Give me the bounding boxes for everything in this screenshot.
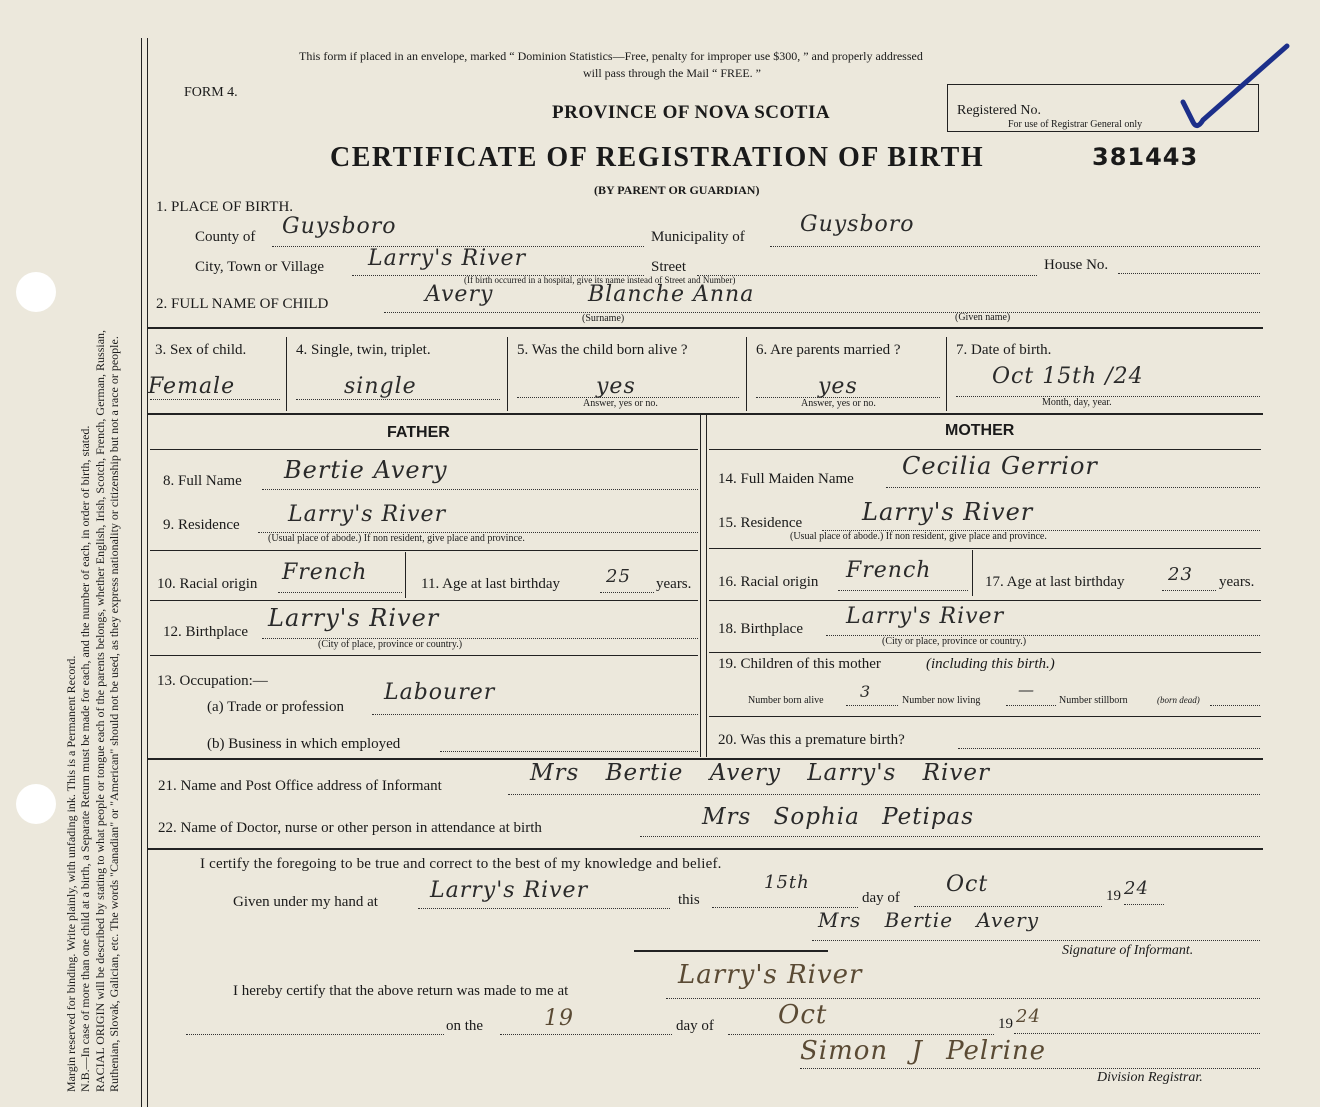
registrar-statement: I hereby certify that the above return was made to me at xyxy=(233,983,569,999)
father-residence-value: Larry's River xyxy=(288,502,447,527)
given-year-prefix: 19 xyxy=(1106,888,1121,904)
mother-heading: MOTHER xyxy=(945,422,1015,439)
registrar-on-label: on the xyxy=(446,1018,484,1034)
registrar-month-value: Oct xyxy=(778,1000,828,1030)
rule-mother-heading xyxy=(709,449,1261,450)
plurality-label: 4. Single, twin, triplet. xyxy=(296,342,431,358)
given-month-value: Oct xyxy=(946,872,989,897)
father-racial-value: French xyxy=(282,560,368,585)
father-name-line xyxy=(262,489,698,490)
father-racial-label: 10. Racial origin xyxy=(157,576,258,592)
rule-mother-children xyxy=(709,716,1261,717)
mother-racial-divider xyxy=(972,550,973,596)
registrar-signature: Simon J Pelrine xyxy=(800,1036,1047,1066)
surname-caption: (Surname) xyxy=(582,313,625,324)
registrar-place-line xyxy=(666,998,1260,999)
mother-racial-label: 16. Racial origin xyxy=(718,574,819,590)
margin-note-binding: Margin reserved for binding. Write plainly, with unfading ink. This is a Permanent Record. xyxy=(64,655,78,1092)
doctor-line xyxy=(640,836,1260,837)
business-label: (b) Business in which employed xyxy=(207,736,401,752)
mother-name-line xyxy=(886,487,1260,488)
certificate-title: CERTIFICATE OF REGISTRATION OF BIRTH xyxy=(330,142,985,173)
date-of-birth-label: 7. Date of birth. xyxy=(956,342,1052,358)
born-alive-count-line xyxy=(846,705,898,706)
rule-father-birthplace xyxy=(150,655,698,656)
born-alive-caption: Answer, yes or no. xyxy=(583,398,658,409)
registrar-place-value: Larry's River xyxy=(678,960,863,990)
mother-name-value: Cecilia Gerrior xyxy=(902,452,1098,480)
mother-birthplace-caption: (City or place, province or country.) xyxy=(882,636,1027,647)
father-birthplace-value: Larry's River xyxy=(268,604,440,632)
margin-note-racial-origin: RACIAL ORIGIN will be described by stating to what people or tongue each of the parents belongs, whether English, Irish, Scotch, French, German, Russian, xyxy=(92,329,107,1092)
mother-racial-value: French xyxy=(846,558,932,583)
trade-line xyxy=(372,714,698,715)
parents-divider-a xyxy=(700,415,701,757)
rule-father-heading xyxy=(150,449,698,450)
binder-hole-bottom xyxy=(16,784,56,824)
given-day-value: 15th xyxy=(764,872,810,893)
parents-divider-b xyxy=(706,415,707,757)
envelope-note-1: This form if placed in an envelope, marked “ Dominion Statistics—Free, penalty for improper use $300, ” and properly addressed xyxy=(299,49,923,63)
informant-signature-line xyxy=(812,940,1260,941)
date-of-birth-value: Oct 15th /24 xyxy=(992,364,1144,389)
sex-line xyxy=(150,399,280,400)
street-label: Street xyxy=(651,259,686,275)
informant-value: Mrs Bertie Avery Larry's River xyxy=(530,760,990,786)
registrar-leading-line xyxy=(186,1034,444,1035)
doctor-label: 22. Name of Doctor, nurse or other person in attendance at birth xyxy=(158,820,542,836)
mother-residence-label: 15. Residence xyxy=(718,515,803,531)
father-name-label: 8. Full Name xyxy=(163,473,242,489)
binder-hole-top xyxy=(16,272,56,312)
mother-age-label: 17. Age at last birthday xyxy=(985,574,1125,590)
father-age-value: 25 xyxy=(606,566,631,587)
born-alive-count: 3 xyxy=(860,682,872,701)
registered-label: Registered No. xyxy=(957,103,1041,118)
form-number: FORM 4. xyxy=(184,85,238,100)
mother-years-label: years. xyxy=(1219,574,1255,590)
place-of-birth-heading: 1. PLACE OF BIRTH. xyxy=(156,199,294,215)
rule-2 xyxy=(147,413,1263,415)
given-under-hand-label: Given under my hand at xyxy=(233,894,378,910)
now-living-label: Number now living xyxy=(902,695,981,706)
registrar-year-prefix: 19 xyxy=(998,1016,1013,1032)
mother-age-value: 23 xyxy=(1168,564,1193,585)
this-label: this xyxy=(678,892,700,908)
child-given-name: Blanche Anna xyxy=(588,282,755,307)
trade-label: (a) Trade or profession xyxy=(207,699,345,715)
hospital-note: (If birth occurred in a hospital, give its name instead of Street and Number) xyxy=(464,275,736,285)
registrar-caption: Division Registrar. xyxy=(1097,1070,1203,1085)
premature-label: 20. Was this a premature birth? xyxy=(718,732,905,748)
cell-divider-1 xyxy=(286,337,287,411)
cell-divider-2 xyxy=(507,337,508,411)
rule-1 xyxy=(147,327,1263,329)
mother-name-label: 14. Full Maiden Name xyxy=(718,471,854,487)
check-mark-icon xyxy=(1175,40,1295,140)
rule-father-racial xyxy=(150,600,698,601)
mother-residence-value: Larry's River xyxy=(862,498,1034,526)
given-month-line xyxy=(914,906,1102,907)
father-age-line xyxy=(600,592,654,593)
margin-notes xyxy=(64,32,122,1092)
registrar-year-value: 24 xyxy=(1016,1006,1041,1027)
registrar-month-line xyxy=(728,1034,994,1035)
municipality-value: Guysboro xyxy=(800,212,915,237)
mother-birthplace-value: Larry's River xyxy=(846,604,1005,629)
children-label: 19. Children of this mother xyxy=(718,656,881,672)
father-age-label: 11. Age at last birthday xyxy=(421,576,560,592)
father-abode-caption: (Usual place of abode.) If non resident, give place and province. xyxy=(268,533,525,544)
registrar-use-note: For use of Registrar General only xyxy=(1008,119,1143,130)
certificate-subtitle: (BY PARENT OR GUARDIAN) xyxy=(594,183,760,197)
stillborn-label: Number stillborn xyxy=(1059,695,1128,706)
municipality-label: Municipality of xyxy=(651,229,745,245)
given-year-line xyxy=(1124,904,1164,905)
street-line xyxy=(697,275,1037,276)
premature-line xyxy=(958,748,1260,749)
certificate-number: 381443 xyxy=(1092,143,1199,171)
registrar-day-line xyxy=(500,1034,672,1035)
children-note: (including this birth.) xyxy=(926,656,1055,672)
mother-abode-caption: (Usual place of abode.) If non resident, give place and province. xyxy=(790,531,1047,542)
informant-label: 21. Name and Post Office address of Informant xyxy=(158,778,442,794)
born-alive-label: 5. Was the child born alive ? xyxy=(517,342,688,358)
now-living-count: — xyxy=(1018,680,1035,699)
plurality-value: single xyxy=(344,374,417,399)
mother-birthplace-label: 18. Birthplace xyxy=(718,621,803,637)
given-day-of-label: day of xyxy=(862,890,900,906)
province-title: PROVINCE OF NOVA SCOTIA xyxy=(552,102,831,123)
rule-father-residence xyxy=(150,550,698,551)
father-racial-line xyxy=(278,592,402,593)
margin-rule-inner xyxy=(147,38,148,1107)
trade-value: Labourer xyxy=(384,680,496,705)
registrar-signature-line xyxy=(800,1068,1260,1069)
registrar-day-value: 19 xyxy=(544,1006,574,1031)
mother-age-line xyxy=(1162,590,1216,591)
plurality-line xyxy=(296,399,500,400)
registrar-year-line xyxy=(1014,1033,1260,1034)
married-caption: Answer, yes or no. xyxy=(801,398,876,409)
cell-divider-3 xyxy=(746,337,747,411)
child-name-label: 2. FULL NAME OF CHILD xyxy=(156,296,329,312)
margin-note-racial-origin-cont: Ruthenian, Slovak, Galician, etc. The words "Canadian" or "American" should not be used, as they express nationality or citizenship but not a race or people. xyxy=(107,336,122,1092)
rule-mother-racial xyxy=(709,600,1261,601)
stillborn-line xyxy=(1210,705,1260,706)
envelope-note-2: will pass through the Mail “ FREE. ” xyxy=(583,66,761,80)
now-living-line xyxy=(1006,705,1056,706)
father-birthplace-label: 12. Birthplace xyxy=(163,624,248,640)
born-alive-count-label: Number born alive xyxy=(748,695,824,706)
county-label: County of xyxy=(195,229,256,245)
informant-line xyxy=(508,794,1260,795)
mother-racial-line xyxy=(838,590,968,591)
stillborn-note: (born dead) xyxy=(1157,695,1200,705)
margin-rule-outer xyxy=(141,38,142,1107)
sex-value: Female xyxy=(148,374,236,399)
father-racial-divider xyxy=(405,552,406,598)
father-birthplace-caption: (City of place, province or country.) xyxy=(318,639,463,650)
given-place-value: Larry's River xyxy=(430,878,589,903)
father-name-value: Bertie Avery xyxy=(284,456,448,484)
city-label: City, Town or Village xyxy=(195,259,325,275)
sex-label: 3. Sex of child. xyxy=(155,342,247,358)
certification-statement: I certify the foregoing to be true and correct to the best of my knowledge and belief. xyxy=(200,856,722,872)
child-surname: Avery xyxy=(425,282,494,307)
married-label: 6. Are parents married ? xyxy=(756,342,901,358)
rule-4 xyxy=(147,848,1263,850)
county-value: Guysboro xyxy=(282,214,397,239)
margin-note-multiple-births: N.B.—In case of more than one child at a birth, a Separate Return must be made for each, and the number of each, in order of birth, stated. xyxy=(78,425,93,1092)
given-place-line xyxy=(418,908,670,909)
date-of-birth-caption: Month, day, year. xyxy=(1042,397,1112,408)
father-residence-label: 9. Residence xyxy=(163,517,240,533)
rule-mother-residence xyxy=(709,548,1261,549)
father-years-label: years. xyxy=(656,576,692,592)
informant-signature: Mrs Bertie Avery xyxy=(818,908,1040,932)
house-number-label: House No. xyxy=(1044,257,1109,273)
rule-mother-birthplace xyxy=(709,652,1261,653)
business-line xyxy=(440,751,698,752)
informant-signature-caption: Signature of Informant. xyxy=(1062,943,1194,958)
married-value: yes xyxy=(818,374,858,399)
doctor-value: Mrs Sophia Petipas xyxy=(702,804,975,830)
given-year-value: 24 xyxy=(1124,878,1149,899)
born-alive-value: yes xyxy=(596,374,636,399)
house-number-line xyxy=(1118,273,1260,274)
child-name-line xyxy=(384,312,1260,313)
given-name-caption: (Given name) xyxy=(955,312,1011,323)
registrar-day-of-label: day of xyxy=(676,1018,714,1034)
father-heading: FATHER xyxy=(387,424,450,441)
cell-divider-4 xyxy=(946,337,947,411)
city-value: Larry's River xyxy=(368,246,527,271)
occupation-label: 13. Occupation:— xyxy=(157,673,268,689)
municipality-line xyxy=(770,246,1260,247)
rule-registrar xyxy=(634,950,828,952)
